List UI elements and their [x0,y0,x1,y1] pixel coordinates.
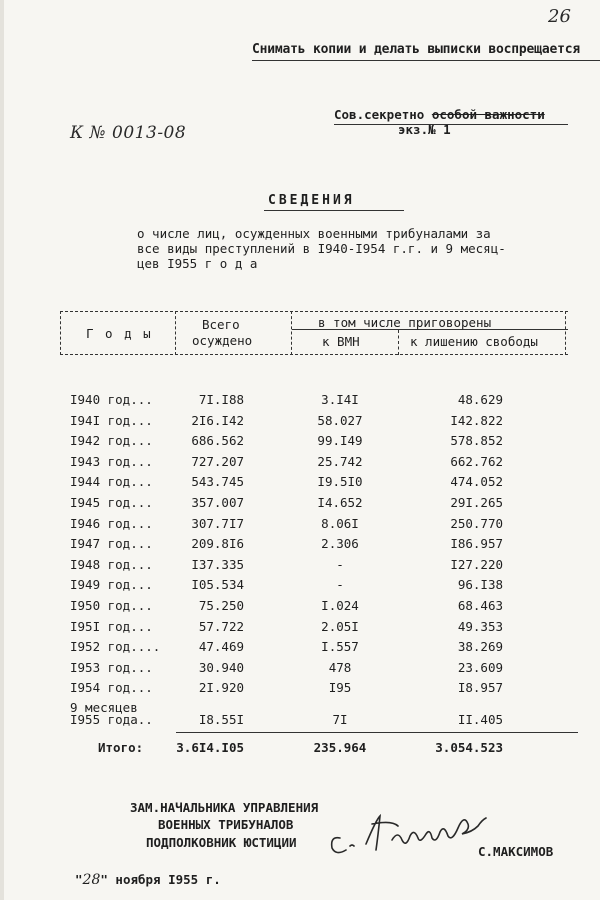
row-prison: 29I.265 [450,495,503,510]
row-vmn: - [336,556,344,572]
table-row [0,516,600,536]
row-vmn: 2.306 [321,536,359,552]
row-total: 2I.920 [198,680,244,696]
copy-warning: Снимать копии и делать выписки воспрещается [252,42,580,57]
table-header-right-border [565,311,566,355]
subtitle-line: о числе лиц, осужденных военными трибуналами за [137,226,491,241]
header-total-line1: Всего [202,317,240,332]
title-underline [264,210,404,211]
row-year: I949 год... [70,577,153,593]
row-total: I37.335 [191,556,244,572]
header-vmn: к ВМН [322,334,360,349]
warning-underline [252,60,600,61]
totals-total: 3.6I4.I05 [176,740,244,755]
table-row [0,454,600,474]
row-year: I946 год... [70,515,153,531]
row-total: 727.207 [191,453,244,469]
header-total-line2: осуждено [192,333,253,348]
row-total: 47.469 [198,639,244,655]
row-vmn: 7I [332,712,348,727]
row-prison: I42.822 [450,412,503,428]
row-year: I952 год.... [70,639,161,655]
row-year: I948 год... [70,556,153,572]
row-year: 9 месяцев [70,700,138,715]
row-prison: 23.609 [457,659,503,675]
row-year: I945 год... [70,495,153,510]
row-prison: 474.052 [450,474,503,490]
row-prison: II.405 [457,712,503,727]
row-vmn: 478 [328,659,352,675]
row-vmn: 58.027 [317,412,363,428]
row-year: I955 года.. [70,712,153,727]
table-header-bottom-border [60,354,568,355]
secrecy-struck: особой важности [431,107,545,122]
row-vmn: 2.05I [321,618,359,634]
row-prison: I8.957 [457,680,503,696]
row-prison: I86.957 [450,536,503,552]
row-year: I950 год... [70,598,153,613]
table-row [0,392,600,412]
table-row [0,433,600,453]
row-total: 209.8I6 [191,536,244,552]
totals-rule [176,732,578,733]
row-year: I95I год... [70,618,153,634]
row-total: 307.7I7 [191,515,244,531]
signatory-title-line2: ВОЕННЫХ ТРИБУНАЛОВ [158,817,294,832]
header-prison: к лишению свободы [410,334,538,349]
row-vmn: I.557 [321,639,359,655]
row-total: 357.007 [191,495,244,510]
table-row [0,557,600,577]
signatory-name: С.МАКСИМОВ [478,844,554,859]
row-year: I943 год... [70,453,153,469]
table-header-divider [175,311,176,355]
row-total: 686.562 [191,433,244,449]
row-total: 75.250 [198,598,244,613]
row-total: I05.534 [191,577,244,593]
subtitle-line: цев I955 г о д а [137,256,258,271]
totals-label: Итого: [98,740,144,755]
table-row [0,474,600,494]
table-row [0,619,600,639]
row-year: I954 год... [70,680,153,696]
row-total: 7I.I88 [198,392,244,407]
table-row [0,639,600,659]
row-vmn: 8.06I [321,515,359,531]
row-prison: I27.220 [450,556,503,572]
totals-vmn: 235.964 [313,740,367,755]
table-row [0,536,600,556]
row-year: I947 год... [70,536,153,552]
document-subtitle [137,226,557,271]
row-prison: 49.353 [457,618,503,634]
date-day: 28 [82,872,101,888]
row-vmn: 99.I49 [317,433,363,449]
totals-prison: 3.054.523 [435,740,503,755]
row-vmn: 25.742 [317,453,363,469]
row-total: 2I6.I42 [191,412,244,428]
row-year: I94I год... [70,412,153,428]
table-row-1955 [0,712,600,732]
row-prison: 662.762 [450,453,503,469]
row-vmn: I4.652 [317,495,363,510]
row-vmn: I.024 [321,598,359,613]
row-year: I940 год... [70,392,153,407]
header-years: Г о д ы [86,326,153,341]
secrecy-label: Сов.секретно [334,107,425,122]
row-year: I953 год... [70,659,153,675]
table-header-left-border [60,311,61,355]
table-row [0,413,600,433]
totals-row [0,740,600,760]
row-year: I944 год... [70,474,153,490]
table-header-divider [398,330,399,355]
table-header-top-border [60,311,568,312]
document-title: СВЕДЕНИЯ [268,193,355,208]
row-year: I942 год... [70,433,153,449]
secrecy-underline [334,124,568,125]
table-header-divider [291,311,292,355]
subtitle-line: все виды преступлений в I940-I954 г.г. и 9 месяц- [137,241,506,256]
row-vmn: I9.5I0 [317,474,363,490]
row-vmn: I95 [328,680,352,696]
signatory-title-line1: ЗАМ.НАЧАЛЬНИКА УПРАВЛЕНИЯ [130,800,319,815]
row-total: 543.745 [191,474,244,490]
signatory-title-line3: ПОДПОЛКОВНИК ЮСТИЦИИ [146,835,297,850]
document-date: "28" ноября I955 г. [75,872,221,888]
row-prison: 38.269 [457,639,503,655]
copy-number: экз.№ 1 [398,122,451,137]
table-row [0,577,600,597]
row-prison: 48.629 [457,392,503,407]
row-prison: 68.463 [457,598,503,613]
secrecy-stamp [334,107,545,122]
table-row [0,598,600,618]
row-prison: 578.852 [450,433,503,449]
table-row [0,680,600,700]
table-row [0,495,600,515]
date-rest: ноября I955 г. [115,872,221,887]
row-prison: 250.770 [450,515,503,531]
row-total: 30.940 [198,659,244,675]
registration-number: К № 0013-08 [70,123,187,143]
row-total: 57.722 [198,618,244,634]
page-number: 26 [548,6,571,27]
row-prison: 96.I38 [457,577,503,593]
table-row [0,660,600,680]
row-total: I8.55I [198,712,244,727]
header-group: в том числе приговорены [318,315,492,330]
row-vmn: - [336,577,344,593]
row-vmn: 3.I4I [321,392,359,407]
